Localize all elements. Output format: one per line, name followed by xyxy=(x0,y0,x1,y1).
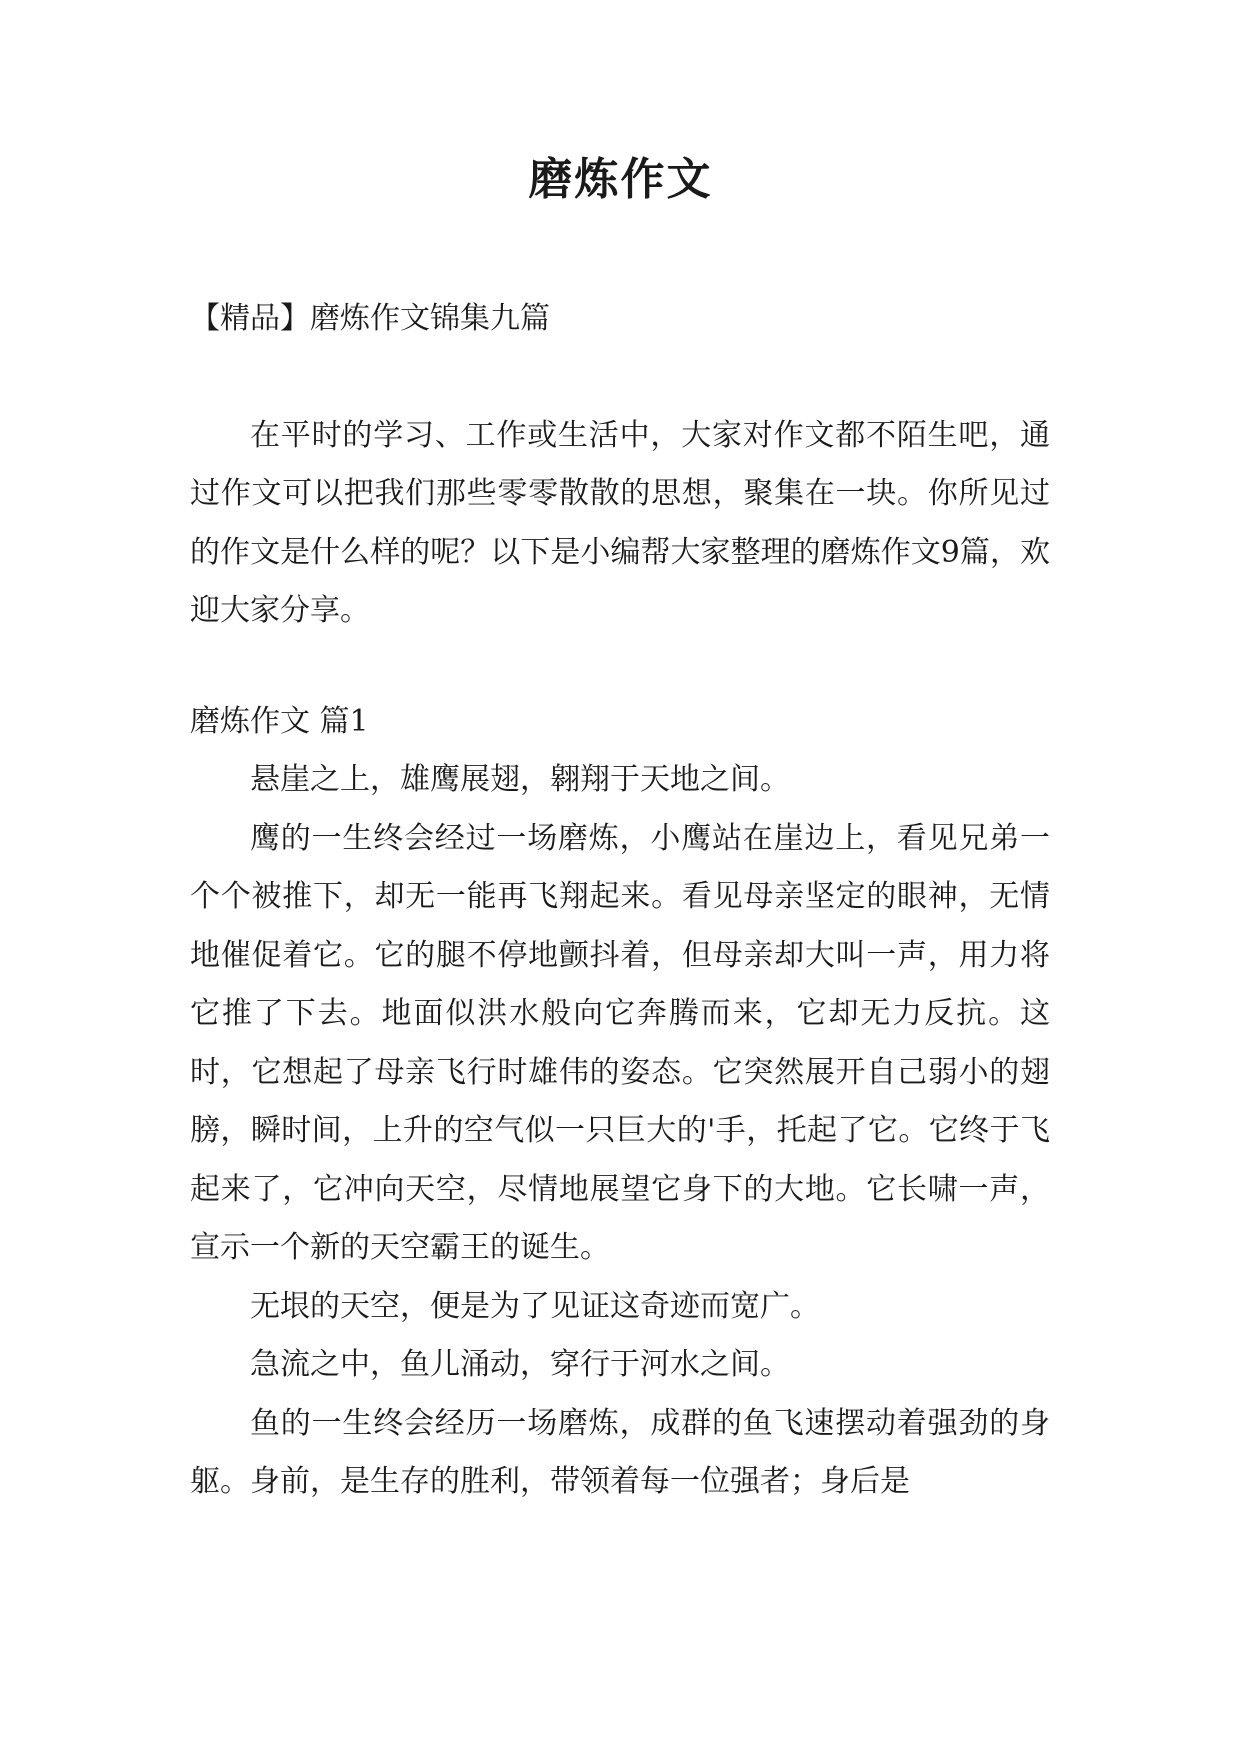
body-paragraph-5: 鱼的一生终会经历一场磨炼，成群的鱼飞速摆动着强劲的身躯。身前，是生存的胜利，带领着每一位强者；身后是 xyxy=(190,1405,1050,1499)
document-title: 磨炼作文 xyxy=(528,154,713,205)
body-paragraph-1: 悬崖之上，雄鹰展翅，翱翔于天地之间。 xyxy=(250,762,790,797)
body-paragraph-4: 急流之中，鱼儿涌动，穿行于河水之间。 xyxy=(250,1347,790,1382)
body-paragraph-2: 鹰的一生终会经过一场磨炼，小鹰站在崖边上，看见兄弟一个个被推下，却无一能再飞翔起来。看见母亲坚定的眼神，无情地催促着它。它的腿不停地颤抖着，但母亲却大叫一声，用力将它推了下去。地面似洪水般向它奔腾而来，它却无力反抗。这时，它想起了母亲飞行时雄伟的姿态。它突然展开自己弱小的翅膀，瞬时间，上升的空气似一只巨大的'手，托起了它。它终于飞起来了，它冲向天空，尽情地展望它身下的大地。它长啸一声，宣示一个新的天空霸王的诞生。 xyxy=(190,820,1050,1265)
section-heading: 磨炼作文 篇1 xyxy=(190,703,369,739)
body-paragraph-3: 无垠的天空，便是为了见证这奇迹而宽广。 xyxy=(250,1288,820,1324)
document-subtitle: 【精品】磨炼作文锦集九篇 xyxy=(190,301,550,336)
intro-paragraph: 在平时的学习、工作或生活中，大家对作文都不陌生吧，通过作文可以把我们那些零零散散的思想，聚集在一块。你所见过的作文是什么样的呢？以下是小编帮大家整理的磨炼作文9篇，欢迎大家分享。 xyxy=(190,417,1050,628)
document-body xyxy=(190,290,1050,1512)
